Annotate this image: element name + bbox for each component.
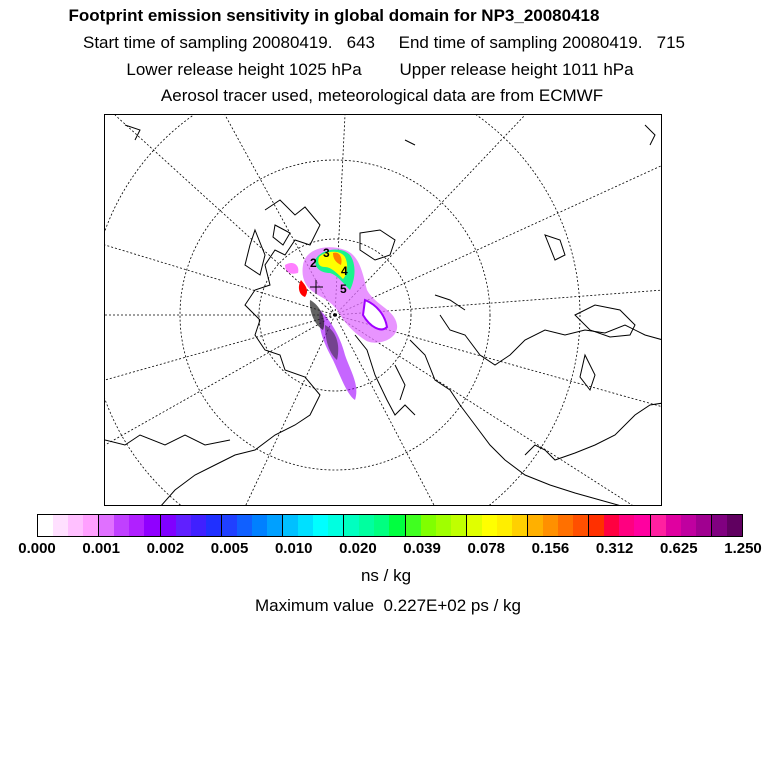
colorbar-swatch bbox=[651, 515, 666, 536]
colorbar-tick-label: 1.250 bbox=[724, 540, 762, 557]
colorbar-swatch bbox=[712, 515, 727, 536]
colorbar-swatch bbox=[129, 515, 144, 536]
contour-label: 5 bbox=[340, 282, 347, 296]
colorbar-swatch bbox=[436, 515, 451, 536]
colorbar-swatch bbox=[283, 515, 298, 536]
colorbar-swatch bbox=[666, 515, 681, 536]
colorbar-swatch bbox=[99, 515, 114, 536]
colorbar-swatch bbox=[237, 515, 252, 536]
colorbar-swatch bbox=[451, 515, 467, 536]
colorbar-swatch bbox=[161, 515, 176, 536]
colorbar-swatch bbox=[497, 515, 512, 536]
colorbar-swatch bbox=[176, 515, 191, 536]
colorbar-swatch bbox=[604, 515, 619, 536]
contour-label: 4 bbox=[341, 264, 348, 278]
colorbar-swatch bbox=[328, 515, 344, 536]
colorbar-swatch bbox=[589, 515, 604, 536]
colorbar-swatch bbox=[406, 515, 421, 536]
colorbar-tick-label: 0.020 bbox=[339, 540, 377, 557]
colorbar-tick-label: 0.010 bbox=[274, 540, 313, 557]
colorbar-swatch bbox=[727, 515, 742, 536]
colorbar-unit: ns / kg bbox=[360, 566, 412, 585]
colorbar-tick-label: 0.312 bbox=[595, 540, 634, 557]
contour-label: 2 bbox=[310, 256, 317, 270]
colorbar-swatch bbox=[389, 515, 405, 536]
colorbar-swatch bbox=[344, 515, 359, 536]
colorbar-tick-label: 0.002 bbox=[146, 540, 185, 557]
maximum-value-label: Maximum value 0.227E+02 ps / kg bbox=[255, 596, 521, 615]
colorbar-tick-labels bbox=[0, 540, 768, 558]
map-canvas bbox=[105, 115, 662, 506]
colorbar-tick-label: 0.005 bbox=[210, 540, 249, 557]
colorbar-tick-label: 0.001 bbox=[82, 540, 120, 557]
tracer-info-line: Aerosol tracer used, meteorological data are from ECMWF bbox=[160, 86, 604, 105]
colorbar-swatch bbox=[528, 515, 543, 536]
colorbar-swatch bbox=[573, 515, 589, 536]
colorbar-swatch bbox=[252, 515, 267, 536]
colorbar-swatch bbox=[634, 515, 650, 536]
colorbar-swatch bbox=[421, 515, 436, 536]
colorbar-swatch bbox=[144, 515, 160, 536]
colorbar-swatch bbox=[543, 515, 558, 536]
colorbar-tick-label: 0.156 bbox=[531, 540, 570, 557]
colorbar-swatch bbox=[114, 515, 129, 536]
colorbar-swatch bbox=[267, 515, 283, 536]
colorbar-swatch bbox=[619, 515, 634, 536]
colorbar-swatch bbox=[558, 515, 573, 536]
colorbar-swatch bbox=[696, 515, 712, 536]
colorbar-swatch bbox=[467, 515, 482, 536]
release-height-line: Lower release height 1025 hPa Upper release height 1011 hPa bbox=[126, 60, 634, 79]
colorbar-swatch bbox=[681, 515, 696, 536]
colorbar-tick-label: 0.625 bbox=[660, 540, 698, 557]
colorbar bbox=[37, 514, 743, 537]
colorbar-tick-label: 0.000 bbox=[18, 540, 56, 557]
colorbar-swatch bbox=[206, 515, 222, 536]
colorbar-tick-label: 0.078 bbox=[467, 540, 506, 557]
colorbar-tick-label: 0.039 bbox=[403, 540, 441, 557]
colorbar-swatch bbox=[38, 515, 53, 536]
contour-label: 3 bbox=[323, 246, 330, 260]
sampling-time-line: Start time of sampling 20080419. 643 End time of sampling 20080419. 715 bbox=[83, 33, 685, 52]
polar-map bbox=[104, 114, 662, 506]
colorbar-swatch bbox=[512, 515, 528, 536]
colorbar-swatch bbox=[313, 515, 328, 536]
colorbar-swatch bbox=[482, 515, 497, 536]
colorbar-swatch bbox=[191, 515, 206, 536]
colorbar-swatch bbox=[53, 515, 68, 536]
colorbar-swatch bbox=[374, 515, 389, 536]
colorbar-swatch bbox=[68, 515, 83, 536]
colorbar-swatch bbox=[83, 515, 99, 536]
plot-title: Footprint emission sensitivity in global domain for NP3_20080418 bbox=[68, 6, 600, 25]
colorbar-swatch bbox=[298, 515, 313, 536]
colorbar-swatch bbox=[222, 515, 237, 536]
colorbar-swatch bbox=[359, 515, 374, 536]
